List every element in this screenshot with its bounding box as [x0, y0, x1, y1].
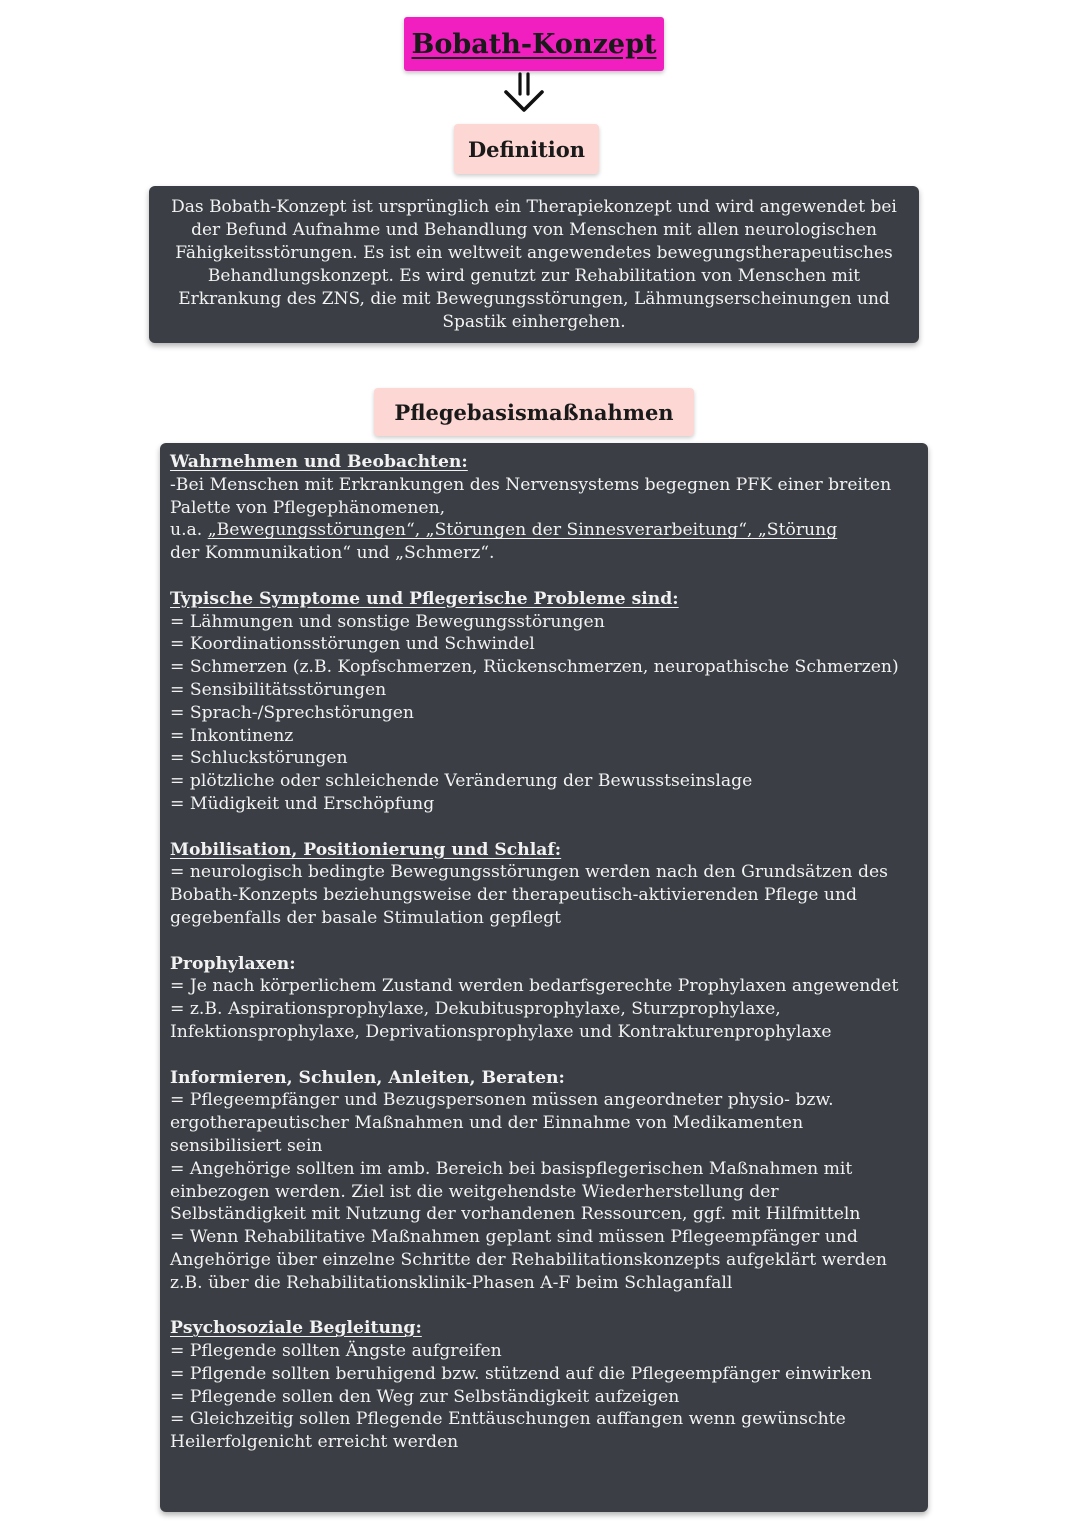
section-psychosozial [170, 1317, 918, 1454]
list-item: = Gleichzeitig sollen Pflegende Enttäuschungen auffangen wenn gewünschte Heilerfolgenicht erreicht werden [170, 1409, 846, 1453]
list-item: = Pflegende sollten Ängste aufgreifen [170, 1341, 502, 1362]
pflege-box [160, 443, 928, 1512]
section-text: -Bei Menschen mit Erkrankungen des Nervensystems begegnen PFK einer breiten Palette von Pflegephänomenen, [170, 474, 892, 518]
section-symptome [170, 588, 918, 816]
section-heading: Psychosoziale Begleitung: [170, 1318, 422, 1339]
section-wahrnehmen [170, 451, 918, 565]
definition-text: Das Bobath-Konzept ist ursprünglich ein Therapiekonzept und wird angewendet bei der Befund Aufnahme und Behandlung von Menschen mit allen neurologischen Fähigkeitsstörungen. Es ist ein weltweit angewendetes bewegungstherapeutisches Behandlungskonzept. Es wird genutzt zur Rehabilitation von Menschen mit Erkrankung des ZNS, die mit Bewegungsstörungen, Lähmungserscheinungen und Spastik einhergehen. [171, 196, 897, 332]
list-item: = Je nach körperlichem Zustand werden bedarfsgerechte Prophylaxen angewendet [170, 976, 899, 997]
list-item: = Lähmungen und sonstige Bewegungsstörungen [170, 611, 605, 632]
list-item: = Schmerzen (z.B. Kopfschmerzen, Rückenschmerzen, neuropathische Schmerzen) [170, 657, 899, 678]
definition-label [454, 124, 599, 174]
list-item: = Wenn Rehabilitative Maßnahmen geplant sind müssen Pflegeempfänger und Angehörige über einzelne Schritte der Rehabilitationskonzepts aufgeklärt werden z.B. über die Rehabilitationsklinik-Phasen A-F beim Schlaganfall [170, 1227, 887, 1293]
list-item: = Müdigkeit und Erschöpfung [170, 793, 435, 814]
list-item: = Sprach-/Sprechstörungen [170, 702, 414, 723]
section-text-prefix: u.a. [170, 520, 208, 541]
list-item: = Sensibilitätsstörungen [170, 679, 387, 700]
list-item: = plötzliche oder schleichende Veränderung der Bewusstseinslage [170, 771, 753, 792]
definition-box [149, 186, 919, 343]
section-informieren [170, 1067, 918, 1295]
section-text: = neurologisch bedingte Bewegungsstörungen werden nach den Grundsätzen des Bobath-Konzepts beziehungsweise der therapeutisch-aktivierenden Pflege und gegebenfalls der basale Stimulation gepflegt [170, 862, 888, 928]
list-item: = Inkontinenz [170, 725, 294, 746]
section-heading: Wahrnehmen und Beobachten: [170, 452, 468, 472]
pflege-heading: Pflegebasismaßnahmen [394, 399, 674, 425]
definition-heading: Definition [467, 136, 586, 162]
section-heading: Prophylaxen: [170, 953, 296, 974]
list-item: = Koordinationsstörungen und Schwindel [170, 634, 535, 655]
page-title: Bobath-Konzept [411, 28, 657, 60]
double-down-arrow-icon [500, 72, 548, 118]
section-prophylaxen [170, 953, 918, 1044]
list-item: = Pflegeempfänger und Bezugspersonen müssen angeordneter physio- bzw. ergotherapeutischer Maßnahmen und der Einnahme von Medikamenten sensibilisiert sein [170, 1090, 834, 1156]
section-heading: Typische Symptome und Pflegerische Probleme sind: [170, 588, 679, 609]
list-item: = z.B. Aspirationsprophylaxe, Dekubitusprophylaxe, Sturzprophylaxe, Infektionsprophylaxe, Deprivationsprophylaxe und Kontrakturenprophylaxe [170, 999, 832, 1042]
list-item: = Pflegende sollen den Weg zur Selbständigkeit aufzeigen [170, 1386, 680, 1407]
section-text-underlined: „Bewegungsstörungen“, „Störungen der Sinnesverarbeitung“, „Störung [207, 520, 838, 541]
list-item: = Angehörige sollten im amb. Bereich bei basispflegerischen Maßnahmen mit einbezogen werden. Ziel ist die weitgehendste Wiederherstellung der Selbständigkeit mit Nutzung der vorhandenen Ressourcen, ggf. mit Hilfmitteln [170, 1158, 861, 1225]
section-text: der Kommunikation“ und „Schmerz“. [170, 543, 495, 564]
section-mobilisation [170, 839, 918, 930]
pflege-label [374, 388, 694, 436]
list-item: = Schluckstörungen [170, 748, 348, 769]
title-box [404, 17, 664, 71]
section-heading: Mobilisation, Positionierung und Schlaf: [170, 839, 562, 860]
section-heading: Informieren, Schulen, Anleiten, Beraten: [170, 1067, 565, 1088]
list-item: = Pflgende sollten beruhigend bzw. stützend auf die Pflegeempfänger einwirken [170, 1363, 872, 1384]
